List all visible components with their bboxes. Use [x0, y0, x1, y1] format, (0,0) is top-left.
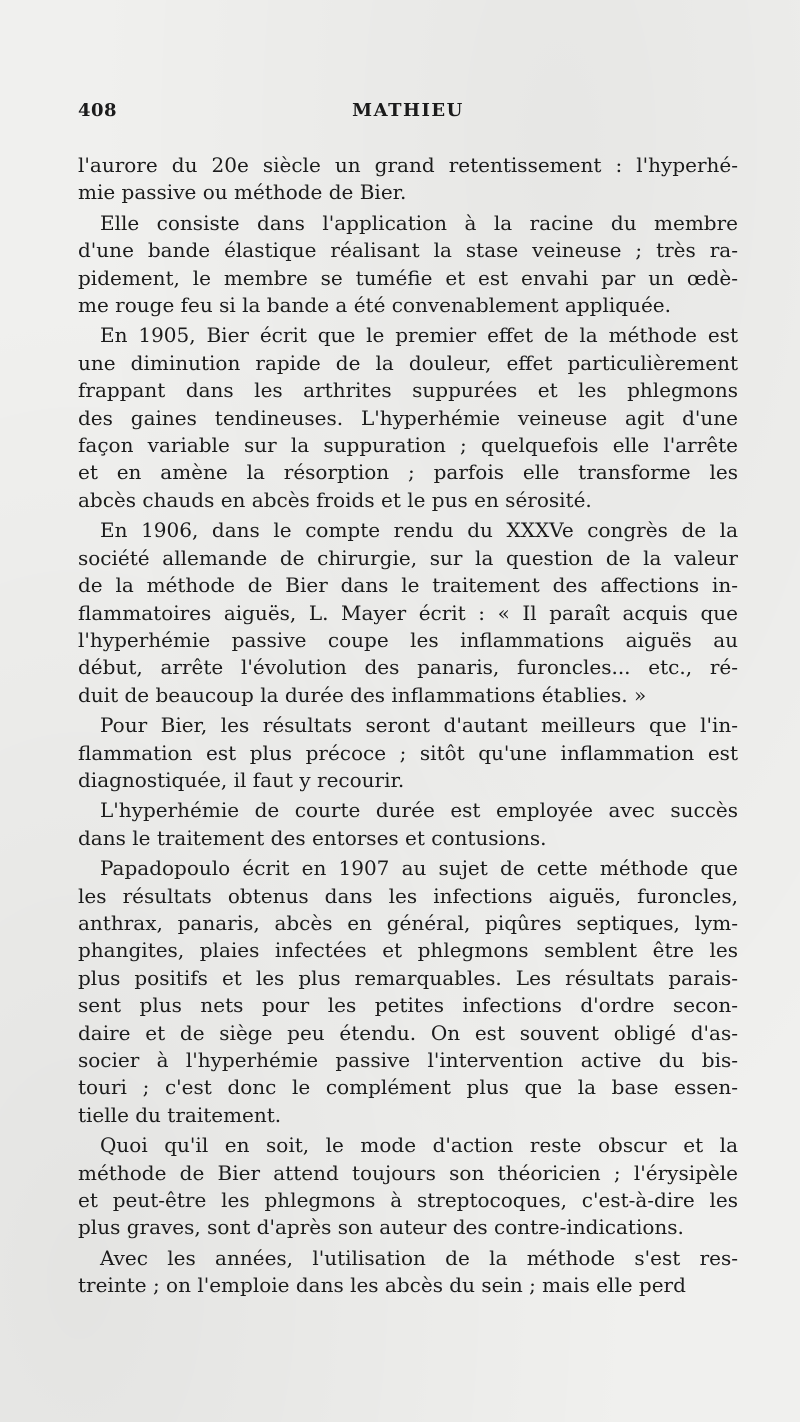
text-line: Papadopoulo écrit en 1907 au sujet de cette méthode que: [100, 856, 738, 881]
paragraph: [78, 855, 738, 1129]
text-line: tielle du traitement.: [78, 1102, 282, 1127]
text-line: dans le traitement des entorses et contusions.: [78, 825, 547, 850]
body-text: [78, 152, 738, 1303]
page-header: [78, 100, 738, 128]
paragraph: [78, 322, 738, 514]
text-line: phangites, plaies infectées et phlegmons semblent être les: [78, 938, 738, 963]
paragraph: [78, 152, 738, 207]
text-line: En 1906, dans le compte rendu du XXXVe congrès de la: [100, 518, 738, 543]
text-line: façon variable sur la suppuration ; quelquefois elle l'arrête: [78, 433, 738, 458]
page-number: 408: [78, 100, 118, 121]
text-line: plus graves, sont d'après son auteur des contre-indications.: [78, 1215, 684, 1240]
text-line: l'aurore du 20e siècle un grand retentissement : l'hyperhé-: [78, 153, 738, 177]
paragraph: [78, 1245, 738, 1300]
text-line: et en amène la résorption ; parfois elle transforme les: [78, 460, 738, 485]
text-line: anthrax, panaris, abcès en général, piqûres septiques, lym-: [78, 910, 738, 935]
text-line: mie passive ou méthode de Bier.: [78, 180, 407, 205]
text-line: flammation est plus précoce ; sitôt qu'une inflammation est: [78, 740, 738, 765]
text-line: Avec les années, l'utilisation de la méthode s'est res-: [100, 1245, 738, 1270]
text-line: diagnostiquée, il faut y recourir.: [78, 767, 405, 792]
text-line: une diminution rapide de la douleur, effet particulièrement: [78, 350, 738, 375]
text-line: L'hyperhémie de courte durée est employée avec succès: [100, 798, 738, 823]
text-line: touri ; c'est donc le complément plus que la base essen-: [78, 1075, 738, 1100]
text-line: sent plus nets pour les petites infections d'ordre secon-: [78, 993, 738, 1018]
text-line: me rouge feu si la bande a été convenablement appliquée.: [78, 293, 671, 318]
text-line: d'une bande élastique réalisant la stase veineuse ; très ra-: [78, 238, 738, 263]
text-line: de la méthode de Bier dans le traitement des affections in-: [78, 573, 738, 598]
text-line: En 1905, Bier écrit que le premier effet de la méthode est: [100, 323, 738, 348]
text-line: Elle consiste dans l'application à la racine du membre: [100, 210, 738, 235]
text-line: les résultats obtenus dans les infections aiguës, furoncles,: [78, 883, 738, 908]
text-line: socier à l'hyperhémie passive l'intervention active du bis-: [78, 1048, 738, 1072]
paragraph: [78, 797, 738, 852]
running-head: MATHIEU: [352, 100, 464, 121]
text-line: daire et de siège peu étendu. On est souvent obligé d'as-: [78, 1020, 738, 1045]
paragraph: [78, 1132, 738, 1242]
text-line: et peut-être les phlegmons à streptocoques, c'est-à-dire les: [78, 1188, 738, 1213]
paragraph: [78, 712, 738, 794]
text-line: Pour Bier, les résultats seront d'autant meilleurs que l'in-: [100, 713, 738, 738]
text-line: treinte ; on l'emploie dans les abcès du sein ; mais elle perd: [78, 1273, 686, 1298]
paragraph: [78, 517, 738, 709]
text-line: abcès chauds en abcès froids et le pus en sérosité.: [78, 487, 592, 512]
text-line: l'hyperhémie passive coupe les inflammations aiguës au: [78, 627, 738, 652]
paragraph: [78, 210, 738, 320]
text-line: frappant dans les arthrites suppurées et les phlegmons: [78, 378, 738, 403]
text-line: société allemande de chirurgie, sur la question de la valeur: [78, 545, 738, 570]
text-line: Quoi qu'il en soit, le mode d'action reste obscur et la: [100, 1133, 738, 1158]
text-line: plus positifs et les plus remarquables. Les résultats parais-: [78, 965, 738, 990]
text-line: début, arrête l'évolution des panaris, furoncles... etc., ré-: [78, 655, 738, 680]
text-line: méthode de Bier attend toujours son théoricien ; l'érysipèle: [78, 1160, 738, 1185]
text-line: des gaines tendineuses. L'hyperhémie veineuse agit d'une: [78, 405, 738, 430]
text-line: duit de beaucoup la durée des inflammations établies. »: [78, 682, 647, 707]
text-line: flammatoires aiguës, L. Mayer écrit : « Il paraît acquis que: [78, 600, 738, 625]
text-line: pidement, le membre se tuméfie et est envahi par un œdè-: [78, 265, 738, 290]
